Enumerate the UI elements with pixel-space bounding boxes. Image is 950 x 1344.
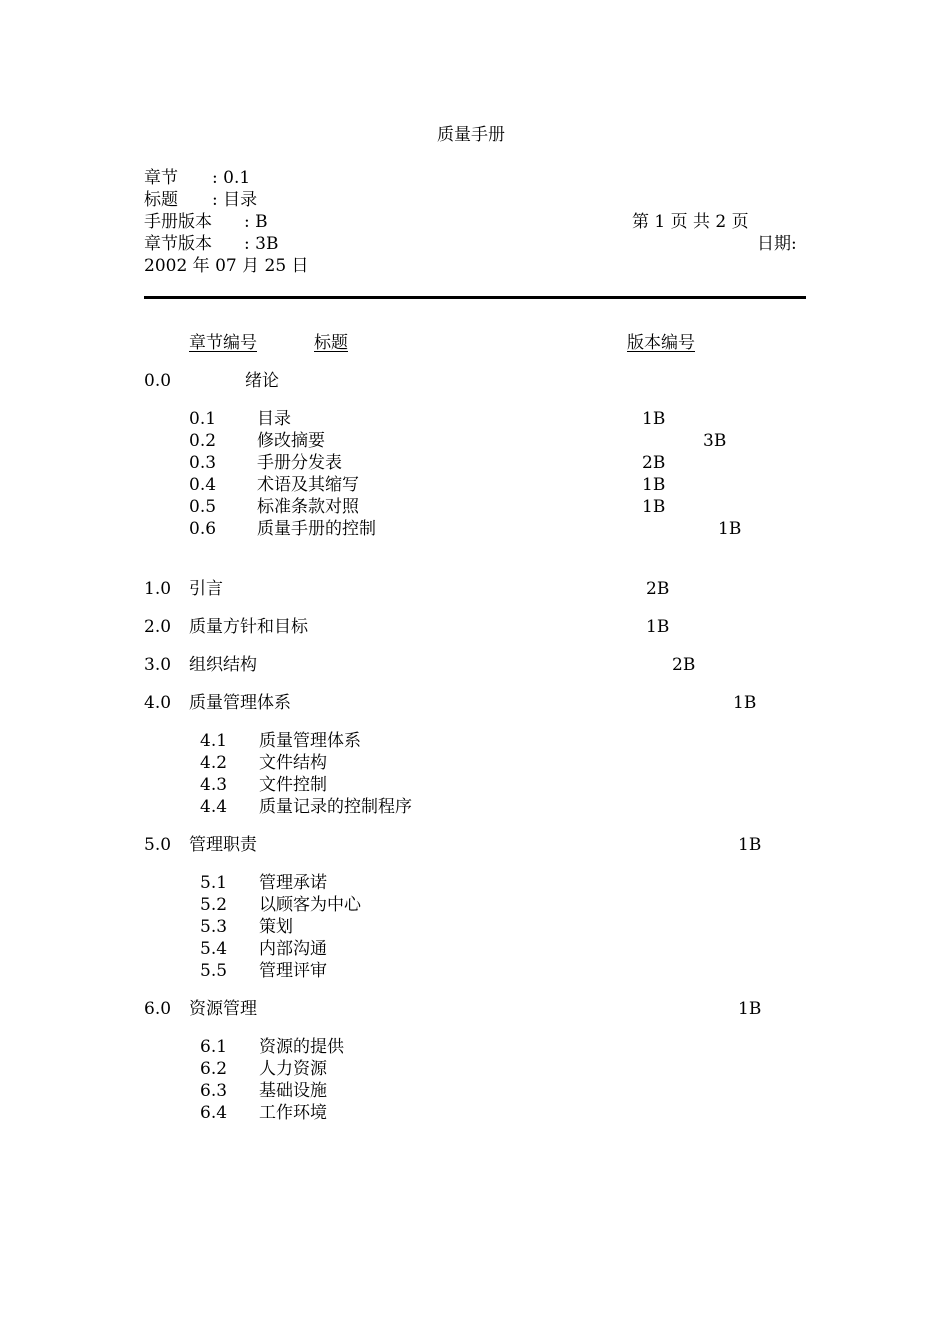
toc-title: 质量管理体系 (189, 693, 291, 713)
toc-title: 手册分发表 (257, 453, 342, 473)
toc-number: 6.3 (200, 1081, 228, 1101)
toc-title: 组织结构 (189, 655, 257, 675)
date-label: 日期: (757, 234, 797, 254)
page-info: 第 1 页 共 2 页 (632, 212, 749, 232)
chapter-label: 章节 (144, 168, 178, 188)
toc-number: 5.0 (144, 835, 172, 855)
toc-number: 4.1 (200, 731, 228, 751)
toc-number: 0.4 (189, 475, 217, 495)
toc-number: 6.4 (200, 1103, 228, 1123)
toc-number: 6.1 (200, 1037, 228, 1057)
toc-number: 0.6 (189, 519, 217, 539)
toc-version: 3B (703, 431, 727, 451)
chapter-version-value: : 3B (244, 234, 279, 254)
toc-title: 资源的提供 (259, 1037, 344, 1057)
toc-number: 0.3 (189, 453, 217, 473)
column-header-chapter-no: 章节编号 (189, 333, 257, 353)
toc-title: 工作环境 (259, 1103, 327, 1123)
manual-version-label: 手册版本 (144, 212, 212, 232)
toc-title: 资源管理 (189, 999, 257, 1019)
toc-number: 4.0 (144, 693, 172, 713)
header-divider (144, 296, 806, 299)
toc-version: 1B (642, 475, 666, 495)
title-value: : 目录 (212, 190, 258, 210)
toc-title: 术语及其缩写 (257, 475, 359, 495)
toc-version: 1B (718, 519, 742, 539)
toc-title: 修改摘要 (257, 431, 325, 451)
toc-number: 5.3 (200, 917, 228, 937)
toc-version: 1B (738, 999, 762, 1019)
toc-title: 文件结构 (259, 753, 327, 773)
document-title: 质量手册 (437, 125, 505, 145)
chapter-value: : 0.1 (212, 168, 251, 188)
toc-title: 质量记录的控制程序 (259, 797, 412, 817)
toc-title: 质量管理体系 (259, 731, 361, 751)
toc-version: 1B (738, 835, 762, 855)
toc-number: 2.0 (144, 617, 172, 637)
toc-title: 引言 (189, 579, 223, 599)
toc-version: 1B (733, 693, 757, 713)
toc-number: 5.2 (200, 895, 228, 915)
toc-title: 绪论 (245, 371, 279, 391)
toc-number: 0.5 (189, 497, 217, 517)
toc-title: 质量手册的控制 (257, 519, 376, 539)
toc-title: 标准条款对照 (257, 497, 359, 517)
toc-number: 6.2 (200, 1059, 228, 1079)
toc-number: 3.0 (144, 655, 172, 675)
toc-number: 5.1 (200, 873, 228, 893)
toc-number: 4.3 (200, 775, 228, 795)
toc-number: 4.4 (200, 797, 228, 817)
toc-version: 1B (642, 409, 666, 429)
toc-title: 以顾客为中心 (259, 895, 361, 915)
title-label: 标题 (144, 190, 178, 210)
toc-title: 基础设施 (259, 1081, 327, 1101)
toc-title: 管理承诺 (259, 873, 327, 893)
toc-version: 2B (672, 655, 696, 675)
toc-title: 管理评审 (259, 961, 327, 981)
toc-version: 1B (642, 497, 666, 517)
manual-version-value: : B (244, 212, 268, 232)
toc-title: 质量方针和目标 (189, 617, 308, 637)
toc-title: 内部沟通 (259, 939, 327, 959)
toc-number: 0.0 (144, 371, 172, 391)
toc-title: 策划 (259, 917, 293, 937)
chapter-version-label: 章节版本 (144, 234, 212, 254)
toc-number: 5.5 (200, 961, 228, 981)
date-value: 2002 年 07 月 25 日 (144, 256, 309, 276)
toc-version: 2B (646, 579, 670, 599)
toc-number: 1.0 (144, 579, 172, 599)
toc-version: 2B (642, 453, 666, 473)
toc-title: 人力资源 (259, 1059, 327, 1079)
toc-title: 文件控制 (259, 775, 327, 795)
toc-title: 管理职责 (189, 835, 257, 855)
toc-number: 4.2 (200, 753, 228, 773)
column-header-version-no: 版本编号 (627, 333, 695, 353)
toc-title: 目录 (257, 409, 291, 429)
toc-version: 1B (646, 617, 670, 637)
toc-number: 0.1 (189, 409, 217, 429)
toc-number: 6.0 (144, 999, 172, 1019)
toc-number: 0.2 (189, 431, 217, 451)
toc-number: 5.4 (200, 939, 228, 959)
column-header-title: 标题 (314, 333, 348, 353)
